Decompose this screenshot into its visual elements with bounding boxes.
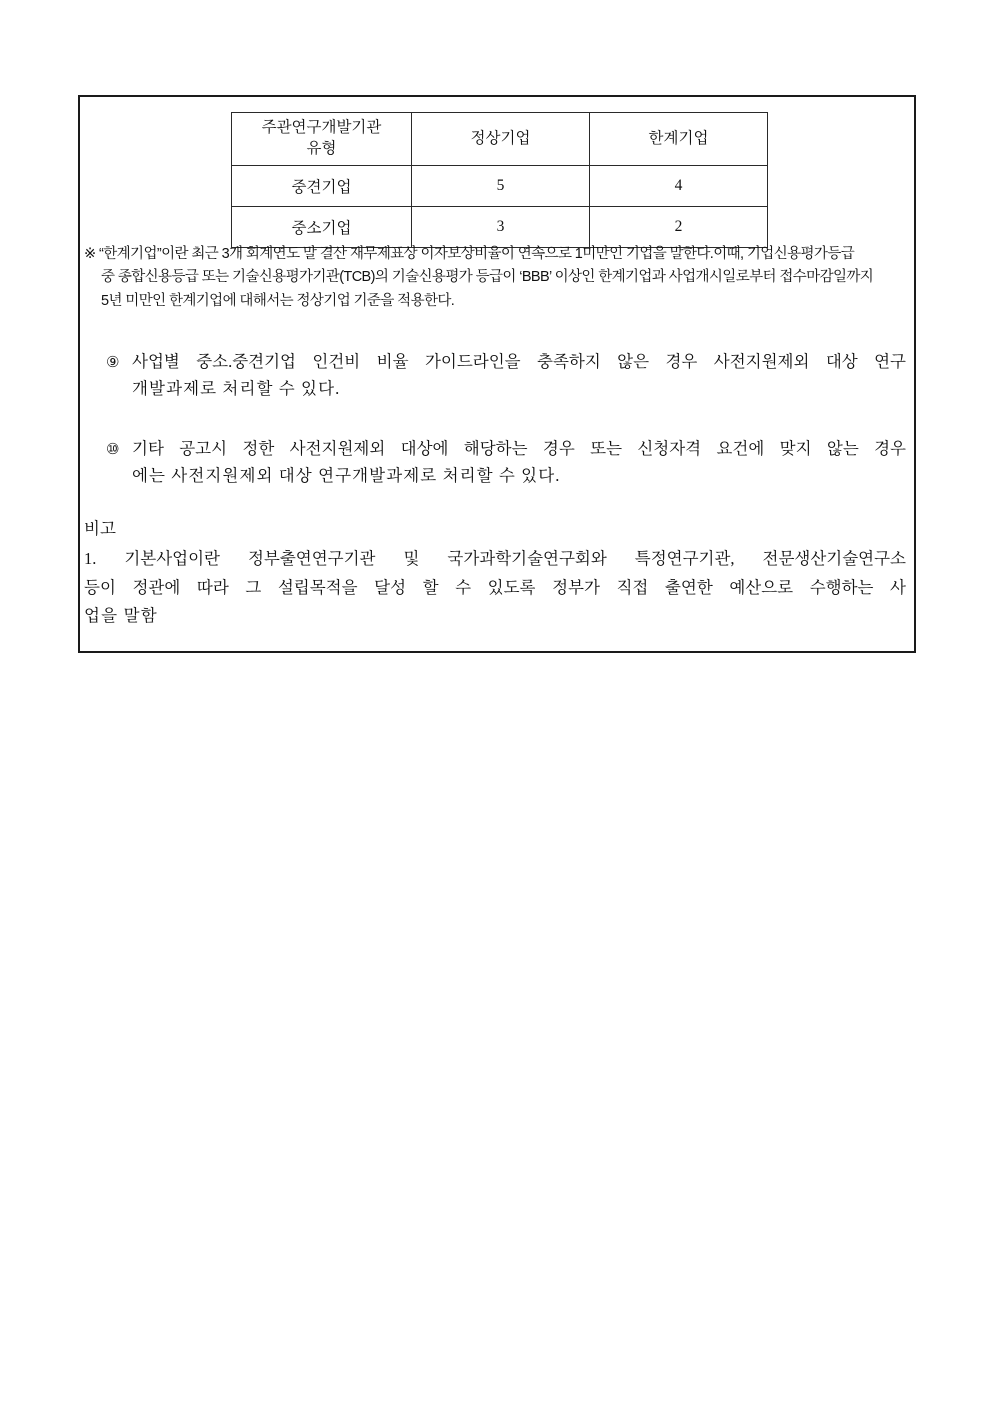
clause-10-line-2	[106, 463, 906, 490]
document-content-box	[78, 95, 916, 653]
table-cell-type: 중견기업	[232, 166, 412, 207]
remarks-line-3: 업을 말함	[84, 606, 158, 626]
clause-9-text-2-wrap	[132, 376, 906, 403]
clause-10-text-1: 기타 공고시 정한 사전지원제외 대상에 해당하는 경우 또는 신청자격 요건에 맞지 않는 경우	[132, 439, 906, 458]
table-cell-normal: 5	[412, 166, 590, 207]
clause-9-line-2	[106, 376, 906, 403]
clause-10-text-2-wrap	[132, 463, 906, 490]
table-row	[232, 207, 768, 248]
table-header-type-line1: 주관연구개발기관	[261, 119, 382, 137]
table-header-limit: 한계기업	[590, 113, 768, 166]
remarks-title: 비고	[84, 519, 116, 538]
clause-9-line-1	[106, 349, 906, 376]
clause-9-text-2: 개발과제로 처리할 수 있다.	[132, 378, 341, 398]
table-header-normal: 정상기업	[412, 113, 590, 166]
remarks-line-2: 등이 정관에 따라 그 설립목적을 달성 할 수 있도록 정부가 직접 출연한 예산으로 수행하는 사	[84, 577, 906, 597]
footnote-line-2: 중 종합신용등급 또는 기술신용평가기관(TCB)의 기술신용평가 등급이 ‘BBB’ 이상인 한계기업과 사업개시일로부터 접수마감일까지	[101, 269, 874, 286]
footnote-line-1	[84, 243, 912, 266]
table-row	[232, 166, 768, 207]
clause-10-text-2: 에는 사전지원제외 대상 연구개발과제로 처리할 수 있다.	[132, 465, 561, 485]
table-cell-type: 중소기업	[232, 207, 412, 248]
clause-10-line-1	[106, 436, 906, 463]
footnote-block	[84, 243, 912, 313]
table-cell-limit: 4	[590, 166, 768, 207]
footnote-line-3: 5년 미만인 한계기업에 대해서는 정상기업 기준을 적용한다.	[101, 292, 455, 309]
clause-10-marker: ⑩	[106, 440, 120, 458]
clause-item-10	[106, 436, 906, 489]
clause-9-text-1: 사업별 중소.중견기업 인건비 비율 가이드라인을 충족하지 않은 경우 사전지원제외 대상 연구	[132, 352, 906, 371]
table-header-type	[232, 113, 412, 166]
table-header-row	[232, 113, 768, 166]
remarks-line-1: 1. 기본사업이란 정부출연연구기관 및 국가과학기술연구회와 특정연구기관, 전문생산기술연구소	[84, 549, 906, 569]
table-cell-limit: 2	[590, 207, 768, 248]
table-cell-normal: 3	[412, 207, 590, 248]
remarks-block	[84, 515, 906, 631]
footnote-marker: ※	[84, 246, 96, 262]
institution-type-table	[231, 112, 768, 248]
footnote-text-1: “한계기업”이란 최근 3개 회계연도 말 결산 재무제표상 이자보상비율이 연속으로 1미만인 기업을 말한다.이때, 기업신용평가등급	[99, 246, 855, 262]
clause-9-marker: ⑨	[106, 353, 120, 371]
table-header-type-line2: 유형	[306, 140, 337, 157]
clause-item-9	[106, 349, 906, 402]
